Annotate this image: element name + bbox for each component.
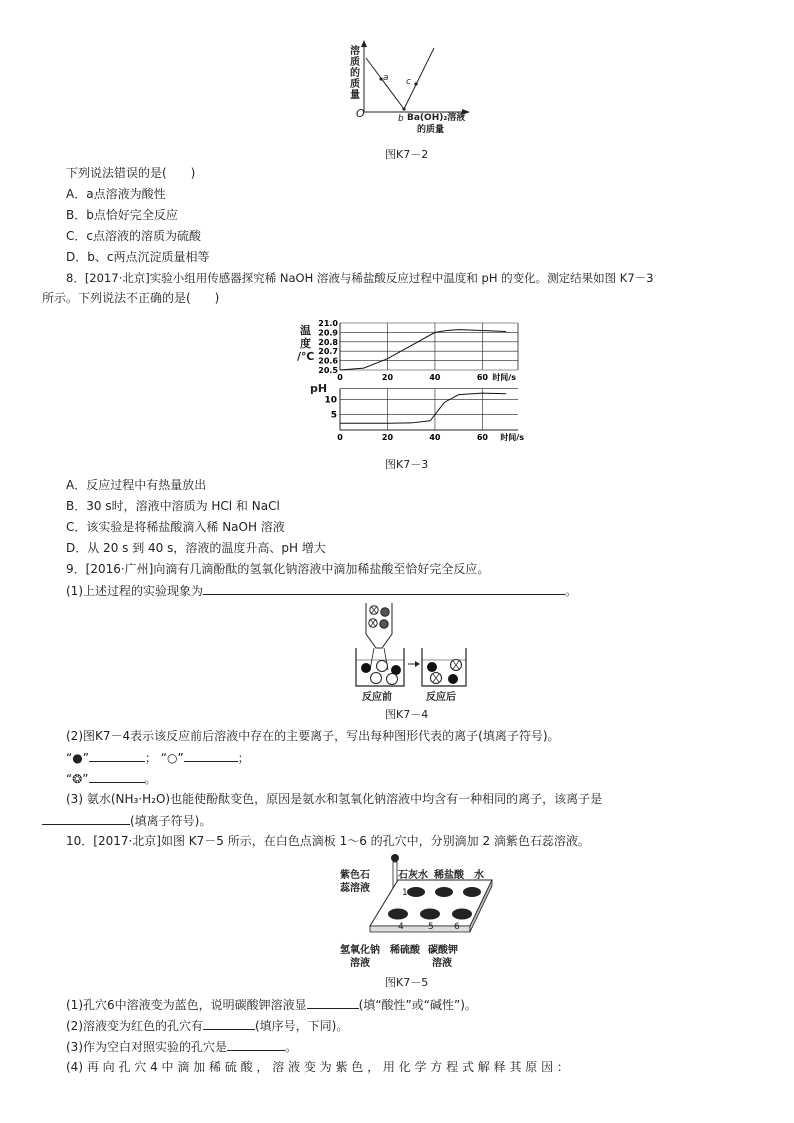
- q10-p1-suffix: (填“酸性”或“碱性”)。: [358, 998, 477, 1012]
- q10-p1-prefix: (1)孔穴6中溶液变为蓝色，说明碳酸钾溶液显: [66, 998, 307, 1012]
- q9-row2-blank-a[interactable]: [89, 770, 145, 783]
- fig2-caption: 图K7－2: [385, 148, 429, 161]
- tube-ion-filled-2: [380, 620, 388, 628]
- well-label-5: 5: [428, 922, 434, 932]
- q9-row1-blank-b[interactable]: [184, 749, 238, 762]
- q8-option-a: A．反应过程中有热量放出: [66, 478, 207, 492]
- dropper-bulb: [391, 854, 399, 862]
- q10-p2: [66, 1017, 348, 1034]
- q7-option-d: D．b、c两点沉淀质量相等: [66, 250, 210, 264]
- q9-p3-line1: (3) 氨水(NH₃·H₂O)也能使酚酞变色，原因是氨水和氢氧化钠溶液中均含有一种相同的离子，该离子是: [66, 792, 603, 806]
- well-label-6: 6: [454, 922, 460, 932]
- q9-p3-blank[interactable]: [42, 812, 130, 825]
- fig5-top-label-3: 水: [474, 870, 484, 881]
- q9-row2-end: 。: [144, 772, 157, 786]
- q10-p3-suffix: 。: [285, 1040, 298, 1054]
- fig2-origin: O: [356, 107, 365, 120]
- fig3-ph-ylabel: pH: [310, 382, 328, 395]
- q9-p1-prefix: (1)上述过程的实验现象为: [66, 584, 203, 598]
- well-label-3: 3: [472, 888, 478, 898]
- fig2-x-label-2: 的质量: [417, 125, 445, 135]
- q8-option-c: C．该实验是将稀盐酸滴入稀 NaOH 溶液: [66, 520, 285, 534]
- temp-x-tick-label: 60: [476, 373, 488, 382]
- temp-x-tick-label: 0: [337, 373, 343, 382]
- fig5-top-label-1: 石灰水: [398, 870, 428, 881]
- q8-line2: 所示。下列说法不正确的是( ): [42, 291, 220, 305]
- fig5-caption: 图K7－5: [385, 976, 429, 989]
- well-4: [388, 909, 408, 920]
- ph-x-tick-label: 40: [429, 433, 441, 442]
- fig4-before-label: 反应前: [362, 692, 392, 703]
- q9-row1-end: ；: [237, 751, 250, 765]
- fig3-temp-ylabel-2: 度: [300, 337, 311, 350]
- fig3-caption: 图K7－3: [385, 458, 429, 471]
- well-1: [407, 887, 425, 897]
- tube-ion-filled-1: [381, 608, 389, 616]
- q9-row1-symbol-a: “●”: [66, 751, 89, 765]
- temp-x-axis-label: 时间/s: [492, 373, 516, 382]
- fig2-point-a: a: [383, 73, 389, 83]
- fig3-temp-ylabel-3: /℃: [297, 350, 315, 363]
- temperature-series-line: [340, 330, 506, 370]
- fig2-point-b: b: [398, 114, 404, 124]
- q9-row2-symbol-a: “❂”: [66, 772, 89, 786]
- q7-option-c: C．c点溶液的溶质为硫酸: [66, 229, 201, 243]
- q7-stem: 下列说法错误的是( ): [66, 166, 196, 180]
- before-ion-hollow-3: [387, 674, 398, 685]
- q10-p3-blank[interactable]: [227, 1038, 285, 1051]
- q10-p2-prefix: (2)溶液变为红色的孔穴有: [66, 1019, 203, 1033]
- ph-x-tick-label: 0: [337, 433, 343, 442]
- fig2-x-label-1: Ba(OH)₂溶液: [407, 113, 466, 123]
- temp-x-tick-label: 20: [381, 373, 394, 382]
- fig4-caption: 图K7－4: [385, 708, 429, 721]
- fig5-top-label-2: 稀盐酸: [434, 870, 464, 881]
- temp-tick-label: 20.7: [318, 347, 338, 357]
- q10-p2-blank[interactable]: [203, 1017, 255, 1030]
- temp-tick-label: 20.5: [318, 366, 338, 375]
- ph-x-axis-label: 时间/s: [500, 433, 524, 442]
- fig3-temp-ylabel-1: 温: [300, 324, 311, 337]
- fig5-bottom-label-3b: 溶液: [432, 958, 452, 969]
- fig2-point-c: c: [406, 77, 411, 87]
- q10-p3: [66, 1038, 297, 1055]
- ph-tick-label: 10: [324, 395, 337, 406]
- q9-p3-line2-text: (填离子符号)。: [130, 814, 212, 828]
- temp-tick-label: 20.6: [318, 356, 338, 366]
- temp-tick-label: 20.9: [318, 328, 338, 338]
- q10-p1-blank[interactable]: [307, 996, 359, 1009]
- fig5-bottom-label-1b: 溶液: [350, 958, 370, 969]
- q9-row1-blank-a[interactable]: [89, 749, 145, 762]
- well-6: [452, 909, 472, 920]
- q7-option-a: A．a点溶液为酸性: [66, 187, 166, 201]
- temp-tick-label: 21.0: [318, 319, 338, 328]
- q9-row2: [66, 770, 157, 787]
- q10-p4: (4) 再 向 孔 穴 4 中 滴 加 稀 硫 酸 ， 溶 液 变 为 紫 色 ， 用 化 学 方 程 式 解 释 其 原 因 ：: [66, 1060, 569, 1074]
- well-5: [420, 909, 440, 920]
- fig5-bottom-label-2: 稀硫酸: [390, 945, 420, 956]
- q7-option-b: B．b点恰好完全反应: [66, 208, 178, 222]
- q10-stem: 10．[2017·北京]如图 K7－5 所示，在白色点滴板 1～6 的孔穴中，分别滴加 2 滴紫色石蕊溶液。: [66, 834, 590, 848]
- point-c-marker: [414, 82, 417, 85]
- ph-tick-label: 5: [330, 410, 337, 421]
- temp-tick-label: 20.8: [318, 337, 338, 347]
- q9-row1-sep: ；: [144, 751, 157, 765]
- after-ion-filled-1: [427, 662, 437, 672]
- after-ion-filled-2: [448, 674, 458, 684]
- q9-p1-answer-blank[interactable]: [203, 582, 565, 595]
- well-label-2: 2: [441, 888, 447, 898]
- well-label-4: 4: [398, 922, 404, 932]
- before-ion-hollow-1: [377, 661, 388, 672]
- q10-p3-prefix: (3)作为空白对照实验的孔穴是: [66, 1040, 227, 1054]
- before-ion-hollow-2: [371, 673, 382, 684]
- fig5-litmus-label-1: 紫色石: [340, 870, 370, 881]
- ph-series-line: [340, 393, 506, 423]
- q9-row1-symbol-b: “○”: [160, 751, 184, 765]
- fig5-bottom-label-3a: 碳酸钾: [428, 945, 458, 956]
- q10-p2-suffix: (填序号，下同)。: [255, 1019, 349, 1033]
- q9-p3-line2: [42, 812, 211, 829]
- well-label-1: 1: [402, 888, 408, 898]
- figure-k7-4: [352, 600, 472, 692]
- q9-p1-suffix: 。: [565, 584, 578, 598]
- q9-p1: [66, 582, 577, 599]
- before-ion-filled-1: [361, 663, 371, 673]
- q8-option-b: B．30 s时，溶液中溶质为 HCl 和 NaCl: [66, 499, 280, 513]
- fig2-y-label: 溶质的质量: [350, 46, 360, 101]
- q9-p2: (2)图K7－4表示该反应前后溶液中存在的主要离子，写出每种图形代表的离子(填离子符号)。: [66, 729, 560, 743]
- q8-line1: 8．[2017·北京]实验小组用传感器探究稀 NaOH 溶液与稀盐酸反应过程中温度和 pH 的变化。测定结果如图 K7－3: [66, 271, 654, 285]
- fig4-after-label: 反应后: [426, 692, 456, 703]
- fig5-litmus-label-2: 蕊溶液: [340, 883, 370, 894]
- mass-curve: [366, 48, 434, 109]
- q9-stem: 9．[2016·广州]向滴有几滴酚酞的氢氧化钠溶液中滴加稀盐酸至恰好完全反应。: [66, 562, 490, 576]
- ph-x-tick-label: 60: [476, 433, 488, 442]
- q8-option-d: D．从 20 s 到 40 s，溶液的温度升高、pH 增大: [66, 541, 326, 555]
- temp-x-tick-label: 40: [429, 373, 441, 382]
- q9-row1: [66, 749, 250, 766]
- fig5-bottom-label-1a: 氢氧化钠: [340, 945, 380, 956]
- ph-x-tick-label: 20: [381, 433, 394, 442]
- q10-p1: [66, 996, 477, 1013]
- reaction-arrow-head: [415, 661, 420, 667]
